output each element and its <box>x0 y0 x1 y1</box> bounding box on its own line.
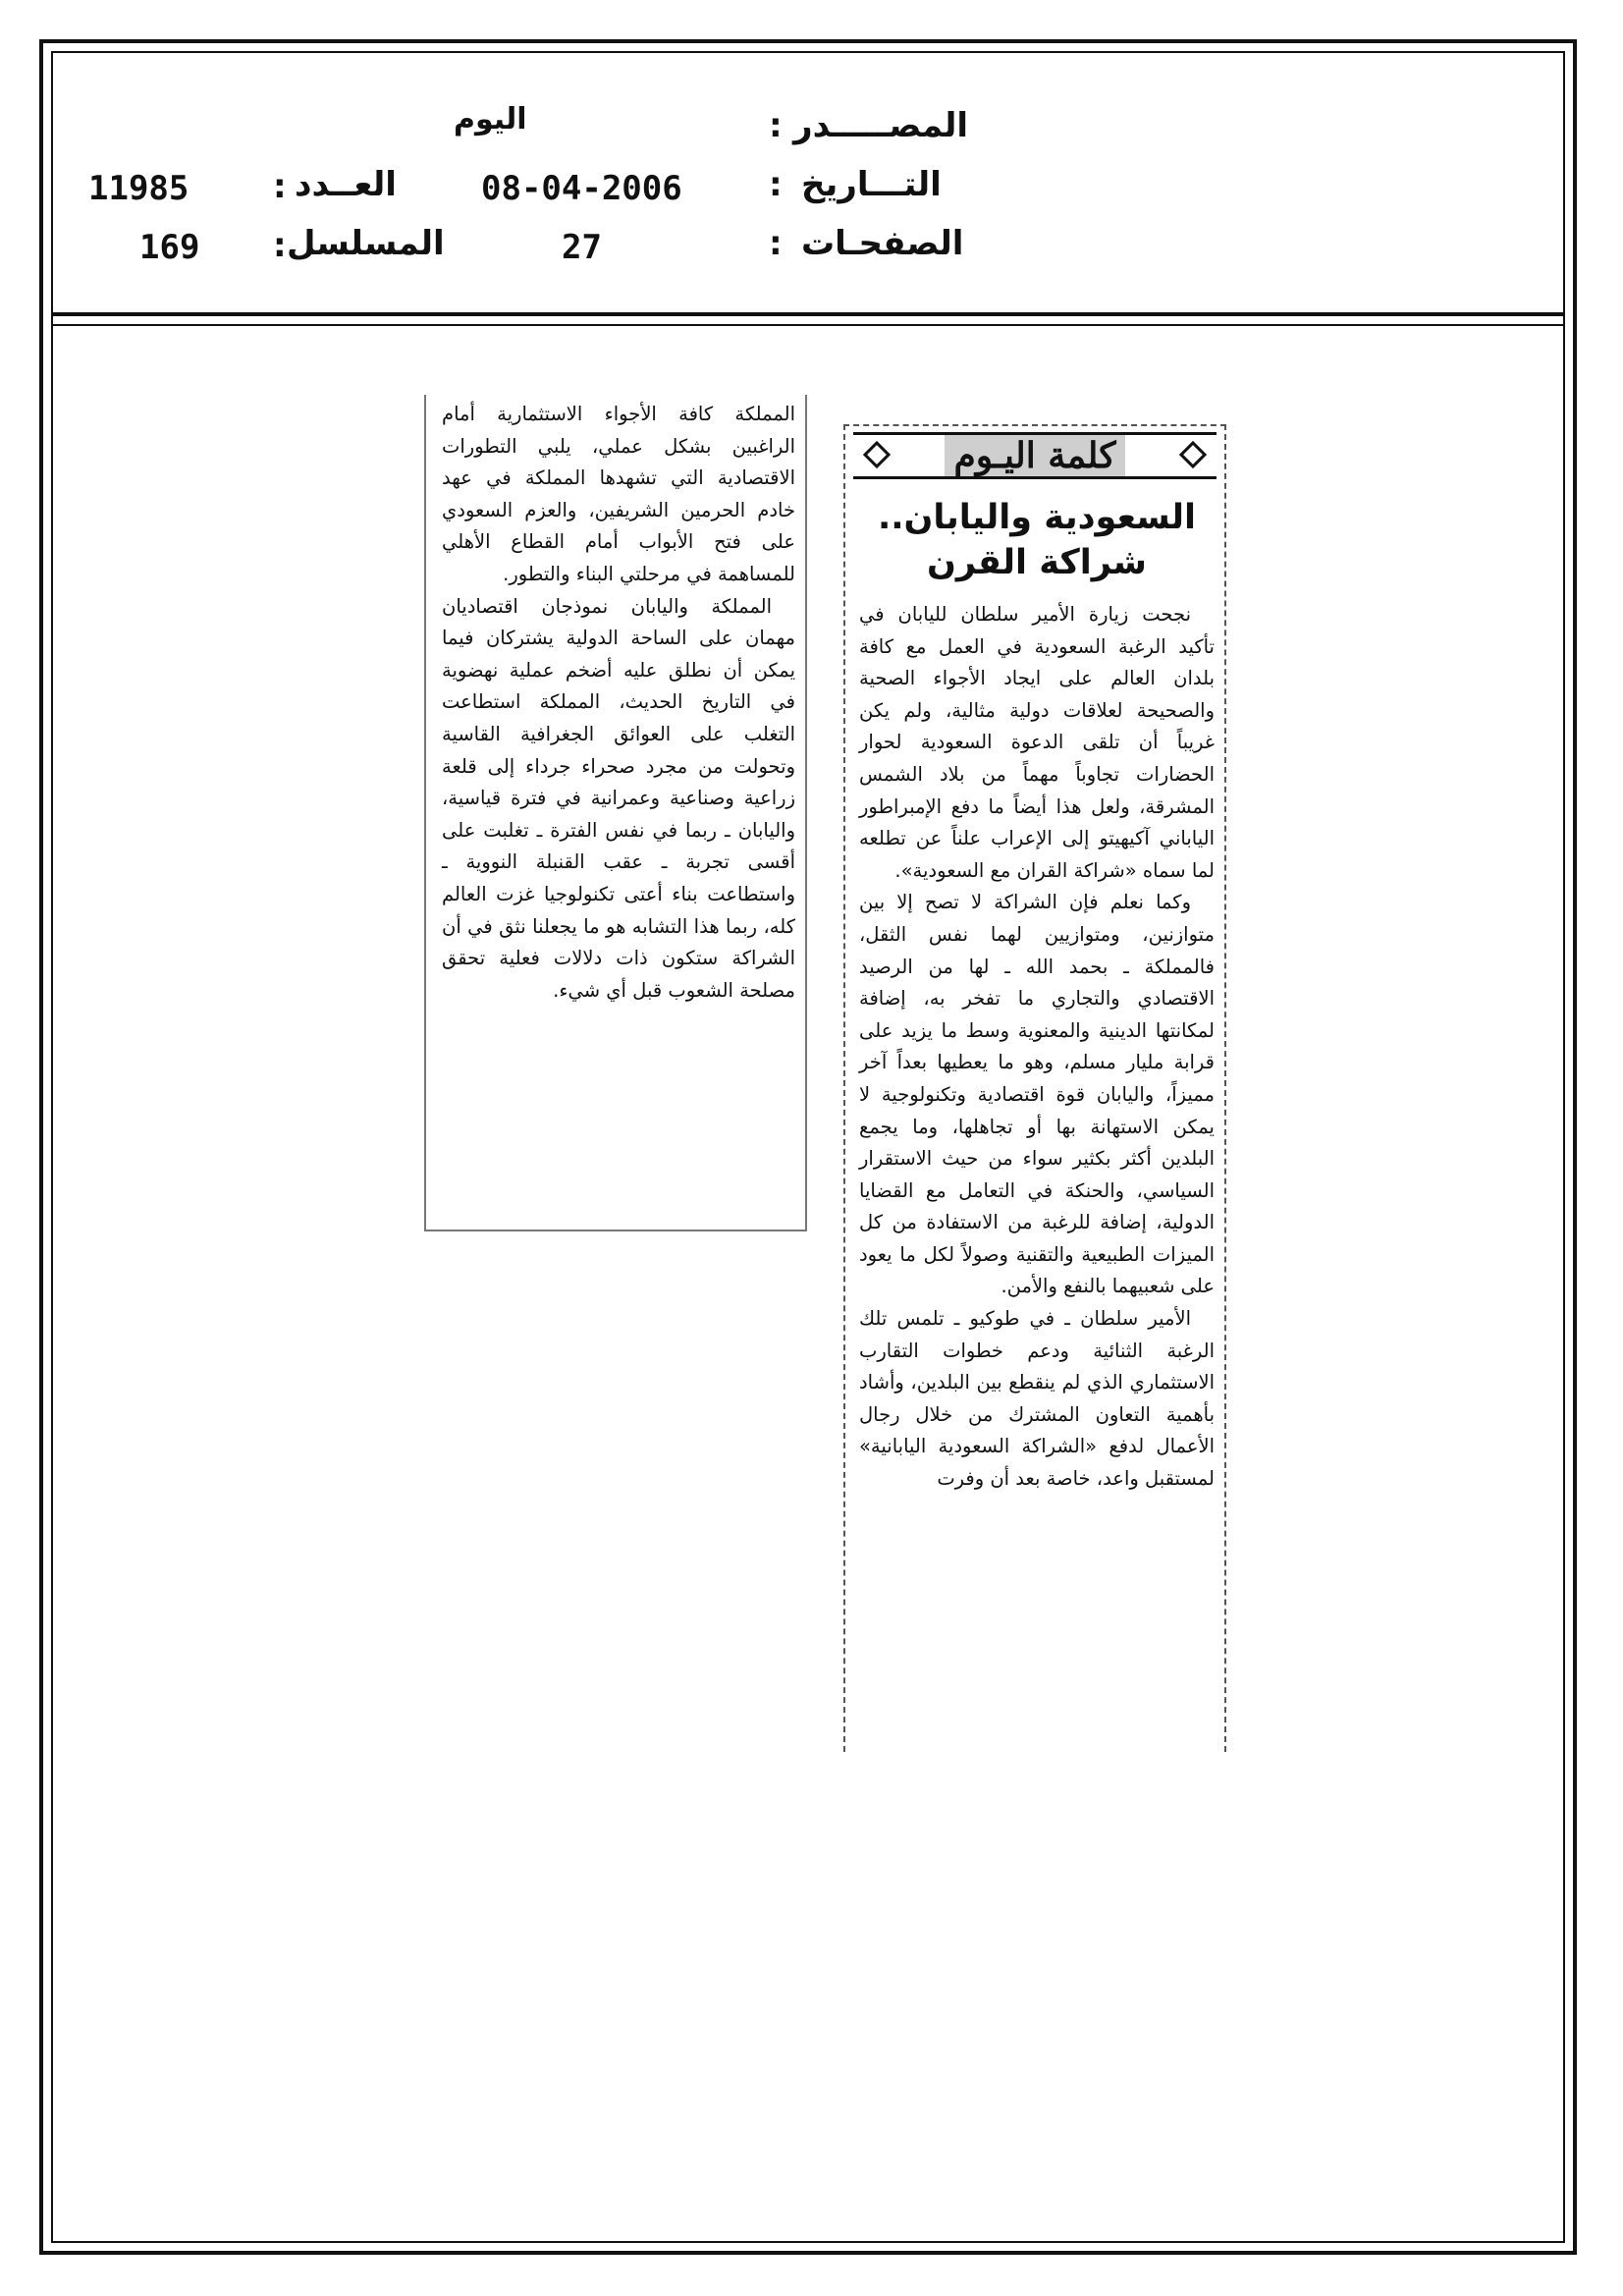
source-value: اليوم <box>454 102 527 137</box>
paragraph: المملكة واليابان نموذجان اقتصاديان مهمان على الساحة الدولية يشتركان فيما يمكن أن نطلق عليه أضخم عملية نهضوية في التاريخ الحديث، المملكة استطاعت التغلب على العوائق الجغرافية القاسية وتحولت من مجرد صحراء جرداء إلى قلعة زراعية وصناعية وعمرانية في فترة قياسية، واليابان ـ ربما في نفس الفترة ـ تغلبت على أقسى تجربة ـ عقب القنبلة النووية ـ واستطاعت بناء أعتى تكنولوجيا غزت العالم كله، ربما هذا التشابه هو ما يجعلنا نثق في أن الشراكة ستكون ذات دلالات فعلية تحقق مصلحة الشعوب قبل أي شيء. <box>442 594 795 1002</box>
issue-label: العــدد <box>295 165 397 204</box>
pages-value: 27 <box>562 228 602 267</box>
issue-value: 11985 <box>88 169 189 208</box>
kalimat-alyoum-banner <box>853 432 1217 479</box>
serial-label: المسلسل <box>287 224 445 263</box>
pages-label: الصفحـات <box>801 224 964 263</box>
date-value: 08-04-2006 <box>481 169 682 208</box>
paragraph: نجحت زيارة الأمير سلطان لليابان في تأكيد الرغبة السعودية في العمل مع كافة بلدان العالم على ايجاد الأجواء الصحية والصحيحة لعلاقات دولية مثالية، ولم يكن غريباً أن تلقى الدعوة السعودية لحوار الحضارات تجاوباً مهماً من بلاد الشمس المشرقة، ولعل هذا أيضاً ما دفع الإمبراطور الياباني آكيهيتو إلى الإعراب علناً عن تطلعه لما سماه «شراكة القران مع السعودية». <box>859 603 1215 882</box>
serial-colon: : <box>273 226 287 265</box>
banner-title: كلمة اليـوم <box>945 435 1126 476</box>
paragraph: وكما نعلم فإن الشراكة لا تصح إلا بين متوازنين، ومتوازيين لهما نفس الثقل، فالمملكة ـ بحمد الله ـ لها من الرصيد الاقتصادي والتجاري ما تفخر به، إضافة لمكانتها الدينية والمعنوية وسط ما يزيد على قرابة مليار مسلم، وهو ما يعطيها بعداً آخر مميزاً، واليابان قوة اقتصادية وتكنولوجية لا يمكن الاستهانة بها أو تجاهلها، وما يجمع البلدين أكثر بكثير سواء من حيث الاستقرار السياسي، والحنكة في التعامل مع القضايا الدولية، إضافة للرغبة من الاستفادة من كل الميزات الطبيعية والتقنية وصولاً لكل ما يعود على شعبيهما بالنفع والأمن. <box>859 891 1215 1298</box>
date-label: التـــاريخ <box>801 165 942 204</box>
article-clipping-left <box>424 395 807 1231</box>
headline-line-2: شراكة القرن <box>927 543 1147 582</box>
paragraph: الأمير سلطان ـ في طوكيو ـ تلمس تلك الرغبة الثنائية ودعم خطوات التقارب الاستثماري الذي لم ينقطع بين البلدين، وأشاد بأهمية التعاون المشترك من خلال رجال الأعمال لدفع «الشراكة السعودية اليابانية» لمستقبل واعد، خاصة بعد أن وفرت <box>859 1307 1215 1491</box>
source-label: المصـــــدر <box>793 106 969 145</box>
article-body-left <box>442 399 795 1007</box>
headline-line-1: السعودية واليابان.. <box>877 498 1197 537</box>
article-headline <box>855 495 1218 585</box>
header-divider-thin <box>51 324 1565 326</box>
article-body-right <box>859 599 1215 1496</box>
source-colon: : <box>769 106 783 145</box>
article-clipping-right <box>843 424 1226 1752</box>
date-colon: : <box>769 165 783 204</box>
diamond-ornament-icon <box>1179 441 1207 468</box>
serial-value: 169 <box>139 228 200 267</box>
inner-frame <box>51 51 1565 2243</box>
header-divider <box>51 312 1565 316</box>
issue-colon: : <box>273 167 287 206</box>
diamond-ornament-icon <box>863 441 891 468</box>
paragraph: المملكة كافة الأجواء الاستثمارية أمام الراغبين بشكل عملي، يلبي التطورات الاقتصادية التي تشهدها المملكة في عهد خادم الحرمين الشريفين، والعزم السعودي على فتح الأبواب أمام القطاع الأهلي للمساهمة في مرحلتي البناء والتطور. <box>442 403 795 585</box>
pages-colon: : <box>769 224 783 263</box>
